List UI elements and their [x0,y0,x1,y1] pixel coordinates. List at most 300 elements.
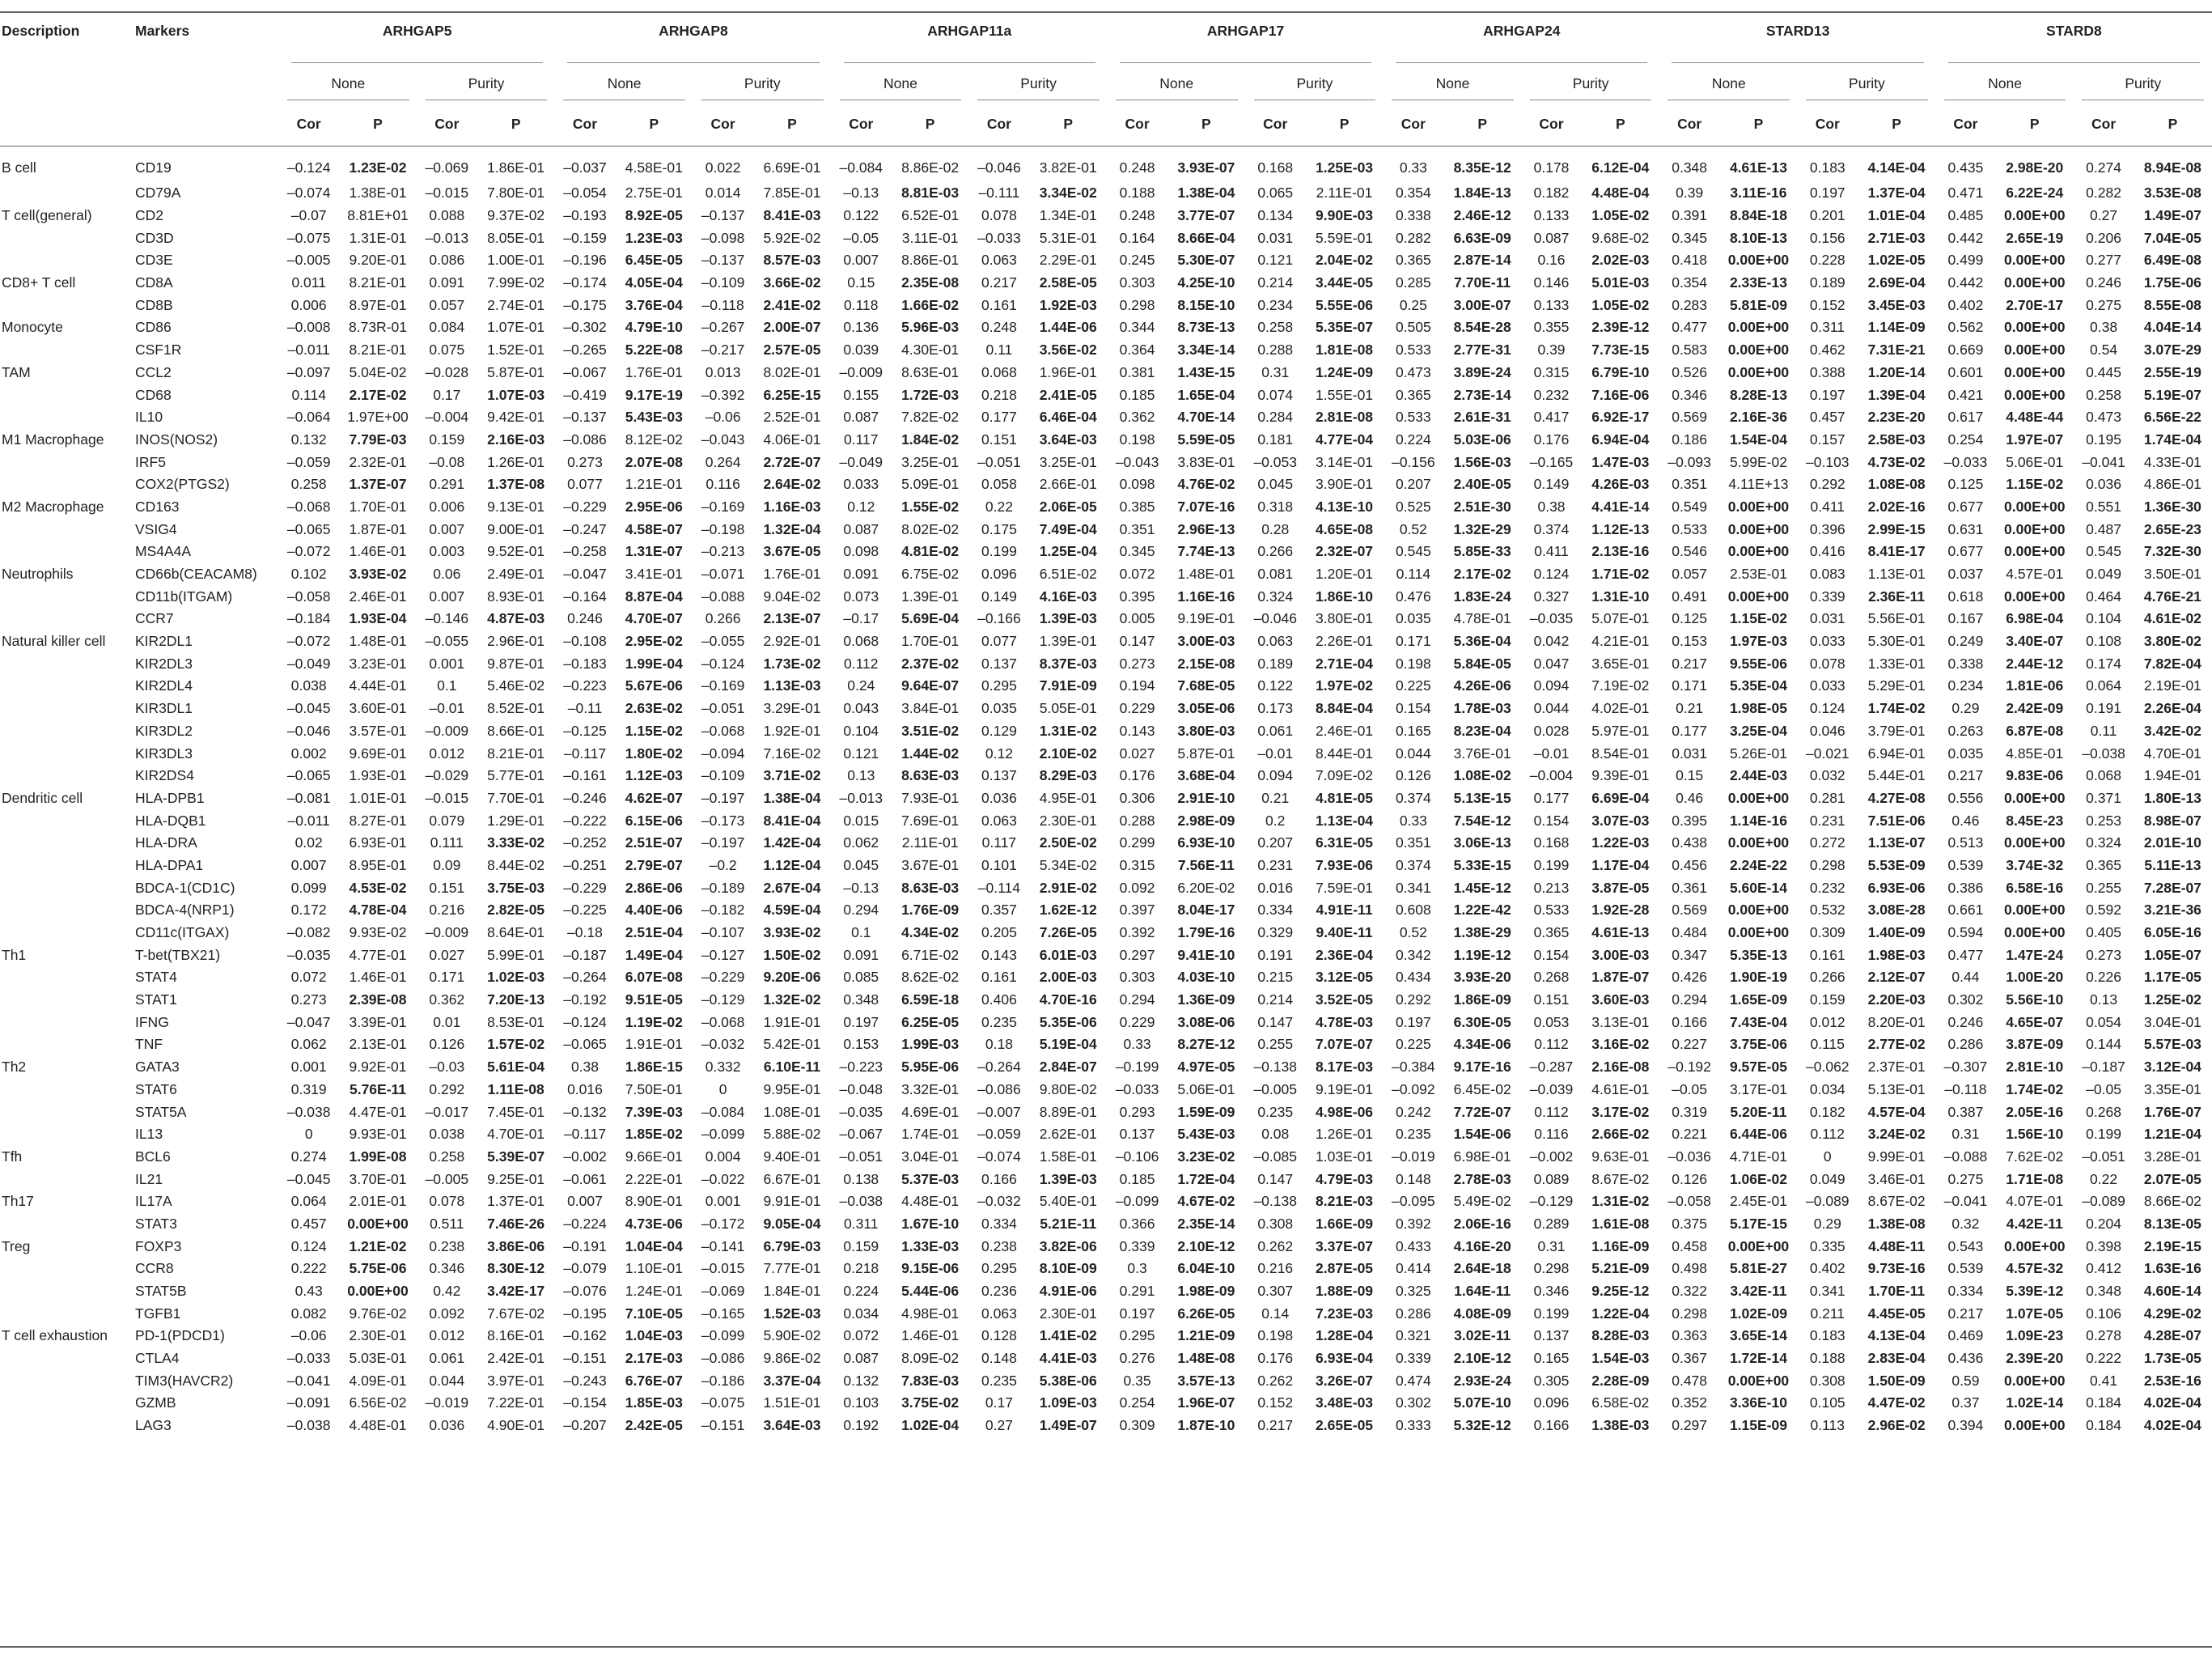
cor-value-cell: 0.144 [2086,1036,2121,1053]
purity-header: Purity [417,65,556,102]
cor-value-cell: 0.063 [981,252,1017,269]
p-value-cell: 2.71E-03 [1867,229,1926,246]
cor-value-cell: 0.155 [843,386,879,403]
p-value-cell: 8.92E-05 [625,207,683,224]
p-value-cell: 7.16E-02 [763,745,821,762]
cor-value-cell: 0.569 [1672,902,1708,919]
table-row [0,1415,2212,1437]
cor-value-cell: 0.319 [290,1080,327,1097]
p-value-cell: 1.74E-02 [2006,1080,2064,1097]
cor-value-cell: 0.478 [1672,1372,1708,1389]
cor-value-cell: 0.677 [1947,498,1984,515]
description-cell: Th17 [2,1193,34,1210]
cor-value-cell: –0.161 [563,767,607,784]
cor-value-cell: –0.005 [286,252,331,269]
marker-cell: BDCA-4(NRP1) [135,902,235,919]
p-value-cell: 6.45E-05 [625,252,683,269]
cor-value-cell: 0.499 [1947,252,1984,269]
p-value-cell: 1.19E-12 [1453,946,1511,963]
cor-header: Cor [1798,102,1857,146]
p-value-cell: 2.28E-09 [1591,1372,1650,1389]
cor-value-cell: 0.262 [1257,1237,1294,1254]
p-value-cell: 1.99E-03 [901,1036,960,1053]
cor-value-cell: 0.002 [290,745,327,762]
p-value-cell: 8.45E-23 [2006,812,2064,829]
cor-value-cell: –0.009 [839,363,884,380]
p-value-cell: 9.05E-04 [763,1215,821,1232]
p-value-cell: 2.42E-09 [2006,700,2064,717]
p-value-cell: 3.93E-02 [349,566,407,583]
blank-cell [0,65,133,102]
p-value-cell: 1.15E-02 [625,722,683,739]
cor-value-cell: 0.047 [1533,655,1570,672]
marker-cell: MS4A4A [135,543,192,560]
p-value-cell: 4.71E-01 [1729,1148,1787,1165]
cor-value-cell: 0.396 [1809,520,1845,537]
cor-value-cell: 0.246 [1947,1013,1984,1030]
cor-value-cell: 0.084 [429,319,465,336]
none-header: None [555,65,693,102]
p-value-cell: 9.66E-01 [625,1148,683,1165]
p-value-cell: 4.29E-02 [2143,1305,2201,1322]
cor-value-cell: 0.334 [1257,902,1294,919]
p-value-cell: 1.02E-14 [2006,1394,2064,1411]
cor-value-cell: –0.005 [425,1170,469,1187]
cor-header: Cor [2074,102,2133,146]
cor-value-cell: 0.351 [1672,476,1708,493]
cor-value-cell: 0.338 [1947,655,1984,672]
table-row [0,518,2212,541]
cor-value-cell: 0.462 [1809,342,1845,359]
cor-value-cell: 0.249 [1947,633,1984,650]
p-value-cell: 1.38E-08 [1867,1215,1926,1232]
cor-value-cell: –0.146 [425,610,469,627]
marker-cell: HLA-DRA [135,834,197,851]
table-row [0,1190,2212,1213]
p-header: P [1305,102,1384,146]
p-value-cell: 1.92E-28 [1591,902,1650,919]
p-value-cell: 8.15E-10 [1177,296,1235,313]
p-value-cell: 3.42E-17 [487,1283,545,1300]
p-value-cell: 1.90E-19 [1729,969,1787,986]
p-value-cell: 4.14E-04 [1867,159,1926,176]
cor-value-cell: –0.165 [1529,453,1574,470]
cor-value-cell: –0.223 [563,677,607,694]
description-cell [0,1101,133,1123]
p-value-cell: 2.10E-12 [1177,1237,1235,1254]
p-value-cell: 3.25E-04 [1729,722,1787,739]
p-value-cell: 6.56E-22 [2143,409,2201,426]
cor-value-cell: 0.062 [290,1036,327,1053]
p-value-cell: 1.21E-01 [625,476,683,493]
p-value-cell: 3.60E-01 [349,700,407,717]
p-value-cell: 3.80E-02 [2143,633,2201,650]
p-value-cell: 2.93E-24 [1453,1372,1511,1389]
cor-value-cell: 0.194 [1119,677,1155,694]
cor-value-cell: 0.405 [2086,924,2121,941]
p-value-cell: 1.17E-04 [1591,856,1650,873]
cor-value-cell: 0.59 [1951,1372,1980,1389]
cor-value-cell: 0.081 [1257,566,1294,583]
cor-value-cell: –0.187 [2082,1059,2125,1076]
p-value-cell: 7.82E-04 [2143,655,2201,672]
markers-header: Markers [135,23,190,39]
p-value-cell: 2.13E-01 [349,1036,407,1053]
cor-value-cell: 0.458 [1672,1237,1708,1254]
p-value-cell: 8.09E-02 [901,1350,960,1367]
p-value-cell: 4.59E-04 [763,902,821,919]
marker-cell: CD2 [135,207,164,224]
p-value-cell: 3.08E-06 [1177,1013,1235,1030]
p-value-cell: 5.57E-03 [2143,1036,2201,1053]
cor-value-cell: 0.012 [1809,1013,1845,1030]
p-value-cell: 8.53E-01 [487,1013,545,1030]
p-value-cell: 1.54E-04 [1729,431,1787,448]
cor-value-cell: –0.252 [563,834,607,851]
p-value-cell: 3.45E-03 [1867,296,1926,313]
table-row [0,944,2212,966]
p-value-cell: 4.25E-10 [1177,274,1235,291]
marker-cell: IFNG [135,1013,169,1030]
cor-value-cell: –0.039 [1529,1080,1574,1097]
p-value-cell: 0.00E+00 [2004,1237,2066,1254]
cor-value-cell: –0.032 [977,1193,1021,1210]
p-value-cell: 1.14E-16 [1729,812,1787,829]
p-value-cell: 8.94E-08 [2143,159,2201,176]
p-value-cell: 5.05E-01 [1039,700,1097,717]
cor-value-cell: 0.381 [1119,363,1155,380]
p-value-cell: 3.75E-03 [487,879,545,896]
description-cell: T cell exhaustion [2,1327,108,1344]
marker-cell: TNF [135,1036,163,1053]
p-value-cell: 6.79E-10 [1591,363,1650,380]
p-value-cell: 3.16E-02 [1591,1036,1650,1053]
p-value-cell: 2.70E-17 [2006,296,2064,313]
table-row [0,855,2212,877]
p-value-cell: 1.20E-14 [1867,363,1926,380]
cor-value-cell: 0.034 [1809,1080,1845,1097]
p-value-cell: 1.29E-01 [487,812,545,829]
p-value-cell: 1.54E-03 [1591,1350,1650,1367]
p-value-cell: 2.40E-05 [1453,476,1511,493]
cor-value-cell: –0.156 [1392,453,1435,470]
p-value-cell: 7.20E-13 [487,991,545,1008]
p-value-cell: 0.00E+00 [1727,1237,1790,1254]
cor-value-cell: –0.195 [563,1305,607,1322]
p-value-cell: 5.67E-06 [625,677,683,694]
cor-value-cell: 0.347 [1672,946,1708,963]
cor-value-cell: 0.091 [843,946,879,963]
cor-value-cell: 0.148 [1395,1170,1431,1187]
cor-value-cell: –0.046 [1253,610,1297,627]
p-value-cell: 1.84E-02 [901,431,960,448]
cor-value-cell: –0.191 [563,1237,607,1254]
description-cell [0,765,133,787]
p-value-cell: 3.90E-01 [1316,476,1374,493]
none-header: None [1659,65,1798,102]
p-value-cell: 4.41E-14 [1591,498,1650,515]
cor-value-cell: –0.099 [1115,1193,1159,1210]
cor-value-cell: –0.022 [701,1170,745,1187]
cor-value-cell: –0.005 [1253,1080,1297,1097]
table-row [0,249,2212,272]
p-value-cell: 5.44E-06 [901,1283,960,1300]
p-value-cell: 1.09E-23 [2006,1327,2064,1344]
p-value-cell: 2.39E-12 [1591,319,1650,336]
cor-value-cell: 0.418 [1672,252,1708,269]
description-cell [0,876,133,899]
p-value-cell: 5.81E-27 [1729,1260,1787,1277]
cor-value-cell: –0.068 [286,498,331,515]
cor-value-cell: 0.608 [1395,902,1431,919]
cor-value-cell: –0.095 [1392,1193,1435,1210]
p-value-cell: 7.09E-02 [1316,767,1374,784]
cor-value-cell: –0.138 [1253,1193,1297,1210]
p-value-cell: 1.13E-01 [1867,566,1926,583]
cor-value-cell: 0.128 [981,1327,1017,1344]
cor-value-cell: 0.297 [1672,1417,1708,1434]
p-value-cell: 0.00E+00 [347,1215,409,1232]
cor-value-cell: 0.562 [1947,319,1984,336]
cor-value-cell: 0.38 [2090,319,2118,336]
cor-value-cell: 0.199 [2086,1126,2121,1143]
p-value-cell: 3.53E-08 [2143,185,2201,202]
cor-value-cell: 0.147 [1257,1013,1294,1030]
cor-value-cell: –0.036 [1667,1148,1711,1165]
p-value-cell: 3.76E-01 [1453,745,1511,762]
cor-value-cell: 0.327 [1533,588,1570,605]
cor-value-cell: 0.387 [1947,1103,1984,1120]
cor-value-cell: –0.2 [709,856,737,873]
p-value-cell: 2.30E-01 [349,1327,407,1344]
p-value-cell: 9.13E-01 [487,498,545,515]
cor-value-cell: 0.277 [2086,252,2121,269]
cor-value-cell: –0.207 [563,1417,607,1434]
cor-value-cell: –0.088 [701,588,745,605]
p-value-cell: 1.22E-03 [1591,834,1650,851]
table-row [0,585,2212,608]
p-value-cell: 1.98E-03 [1867,946,1926,963]
p-value-cell: 8.35E-12 [1453,159,1511,176]
p-value-cell: 2.44E-03 [1729,767,1787,784]
p-value-cell: 7.59E-01 [1316,879,1374,896]
cor-value-cell: 0.036 [429,1417,465,1434]
cor-value-cell: –0.01 [429,700,465,717]
p-value-cell: 4.13E-04 [1867,1327,1926,1344]
cor-value-cell: 0.348 [843,991,879,1008]
cor-value-cell: 0.057 [1672,566,1708,583]
p-value-cell: 1.70E-01 [901,633,960,650]
p-value-cell: 0.00E+00 [2004,1417,2066,1434]
p-value-cell: 1.98E-09 [1177,1283,1235,1300]
bottom-rule [0,1646,2212,1648]
p-value-cell: 5.69E-04 [901,610,960,627]
p-value-cell: 1.84E-13 [1453,185,1511,202]
cor-value-cell: 0.035 [1395,610,1431,627]
p-header: P [1719,102,1798,146]
cor-value-cell: 0.546 [1672,543,1708,560]
marker-cell: FOXP3 [135,1237,182,1254]
p-value-cell: 5.44E-01 [1867,767,1926,784]
description-cell [0,698,133,720]
cor-value-cell: –0.151 [701,1417,745,1434]
p-value-cell: 2.20E-03 [1867,991,1926,1008]
p-value-cell: 1.97E+00 [347,409,409,426]
description-cell [0,675,133,698]
p-value-cell: 2.45E-01 [1729,1193,1787,1210]
p-value-cell: 1.00E-01 [487,252,545,269]
p-value-cell: 2.77E-02 [1867,1036,1926,1053]
table-row [0,608,2212,630]
p-value-cell: 3.29E-01 [763,700,821,717]
p-value-cell: 8.81E-03 [901,185,960,202]
cor-value-cell: 0.28 [1261,520,1290,537]
purity-header: Purity [969,65,1108,102]
cor-value-cell: –0.247 [563,520,607,537]
cor-value-cell: 0.137 [1533,1327,1570,1344]
cor-value-cell: 0.049 [2086,566,2121,583]
cor-value-cell: 0.124 [1809,700,1845,717]
description-cell [0,339,133,362]
table-row [0,1369,2212,1392]
cor-value-cell: 0.199 [1533,856,1570,873]
cor-value-cell: 0.434 [1395,969,1431,986]
p-value-cell: 4.06E-01 [763,431,821,448]
p-value-cell: 8.95E-01 [349,856,407,873]
p-value-cell: 1.74E-02 [1867,700,1926,717]
marker-cell: CCR8 [135,1260,174,1277]
p-value-cell: 1.48E-08 [1177,1350,1235,1367]
description-cell [0,518,133,541]
p-value-cell: 4.58E-01 [625,159,683,176]
p-value-cell: 2.81E-10 [2006,1059,2064,1076]
cor-value-cell: –0.051 [701,700,745,717]
p-value-cell: 4.42E-11 [2006,1215,2063,1232]
marker-cell: CD79A [135,185,181,202]
p-value-cell: 6.15E-06 [625,812,683,829]
p-value-cell: 2.87E-05 [1316,1260,1374,1277]
p-value-cell: 4.79E-10 [625,319,683,336]
p-value-cell: 8.41E-03 [763,207,821,224]
marker-cell: COX2(PTGS2) [135,476,230,493]
p-value-cell: 7.51E-06 [1867,812,1926,829]
cor-value-cell: 0.27 [985,1417,1013,1434]
p-value-cell: 2.26E-04 [2143,700,2201,717]
cor-value-cell: 0.032 [1809,767,1845,784]
cor-value-cell: 0.087 [843,520,879,537]
p-value-cell: 1.10E-01 [625,1260,683,1277]
cor-value-cell: 0.273 [1119,655,1155,672]
p-value-cell: 8.44E-02 [487,856,545,873]
header-row-stats [0,102,2212,146]
header-row-genes [0,11,2212,65]
cor-value-cell: –0.092 [1392,1080,1435,1097]
p-value-cell: 2.35E-08 [901,274,960,291]
cor-value-cell: –0.05 [2086,1080,2121,1097]
p-value-cell: 9.20E-01 [349,252,407,269]
description-cell [0,652,133,675]
marker-cell: CD8B [135,296,173,313]
p-value-cell: 6.59E-18 [901,991,960,1008]
cor-value-cell: –0.068 [701,1013,745,1030]
cor-value-cell: 0.44 [1951,969,1980,986]
p-value-cell: 1.17E-05 [2143,969,2201,986]
cor-value-cell: 0.363 [1672,1327,1708,1344]
cor-value-cell: –0.099 [701,1126,745,1143]
cor-value-cell: 0.498 [1672,1260,1708,1277]
cor-value-cell: 0.153 [1672,633,1708,650]
p-value-cell: 7.07E-16 [1177,498,1235,515]
cor-value-cell: 0.341 [1395,879,1431,896]
cor-value-cell: 0.049 [1809,1170,1845,1187]
cor-value-cell: 0.411 [1534,543,1569,560]
cor-value-cell: 0.154 [1533,812,1570,829]
p-value-cell: 1.78E-03 [1453,700,1511,717]
cor-value-cell: 0.198 [1119,431,1155,448]
cor-value-cell: –0.089 [1806,1193,1850,1210]
p-value-cell: 3.34E-14 [1177,342,1235,359]
cor-value-cell: 0.334 [981,1215,1017,1232]
p-value-cell: 3.65E-14 [1729,1327,1787,1344]
p-value-cell: 2.73E-14 [1453,386,1511,403]
p-value-cell: 9.19E-01 [1316,1080,1374,1097]
cor-value-cell: 0.036 [2086,476,2121,493]
p-value-cell: 8.67E-02 [1867,1193,1926,1210]
cor-value-cell: 0.511 [430,1215,464,1232]
cor-value-cell: 0.278 [2086,1327,2121,1344]
p-value-cell: 3.36E-10 [1729,1394,1787,1411]
cor-value-cell: –0.041 [1943,1193,1988,1210]
p-value-cell: 2.62E-01 [1039,1126,1097,1143]
p-value-cell: 9.87E-01 [487,655,545,672]
cor-value-cell: –0.033 [1115,1080,1159,1097]
p-value-cell: 8.30E-12 [487,1260,545,1277]
description-cell [0,1302,133,1325]
p-value-cell: 1.86E-09 [1453,991,1511,1008]
p-value-cell: 2.15E-08 [1177,655,1235,672]
p-value-cell: 0.00E+00 [2004,924,2066,941]
p-value-cell: 6.87E-08 [2006,722,2064,739]
cor-value-cell: –0.186 [701,1372,745,1389]
p-value-cell: 7.23E-03 [1316,1305,1374,1322]
p-value-cell: 7.85E-01 [763,185,821,202]
cor-value-cell: 0.124 [290,1237,327,1254]
p-value-cell: 1.31E-07 [625,543,683,560]
cor-value-cell: 0.298 [1119,296,1155,313]
cor-value-cell: 0.191 [2086,700,2121,717]
p-value-cell: 7.99E-02 [487,274,545,291]
table-row [0,146,2212,183]
marker-cell: STAT4 [135,969,177,986]
p-value-cell: 1.99E-08 [349,1148,407,1165]
cor-value-cell: 0.33 [1399,812,1427,829]
p-value-cell: 4.34E-06 [1453,1036,1511,1053]
cor-value-cell: 0.46 [1676,789,1704,806]
cor-value-cell: 0.082 [290,1305,327,1322]
description-cell [0,1347,133,1370]
cor-value-cell: 0.533 [1672,520,1708,537]
cor-value-cell: 0.236 [981,1283,1017,1300]
description-cell: M1 Macrophage [2,431,104,448]
cor-value-cell: 0.258 [290,476,327,493]
cor-value-cell: 0.288 [1119,812,1155,829]
cor-value-cell: 0.062 [843,834,879,851]
description-cell [0,966,133,989]
cor-value-cell: 0.274 [290,1148,327,1165]
cor-value-cell: 0.006 [290,296,327,313]
gene-header: STARD8 [1936,11,2212,65]
p-value-cell: 8.02E-01 [763,363,821,380]
